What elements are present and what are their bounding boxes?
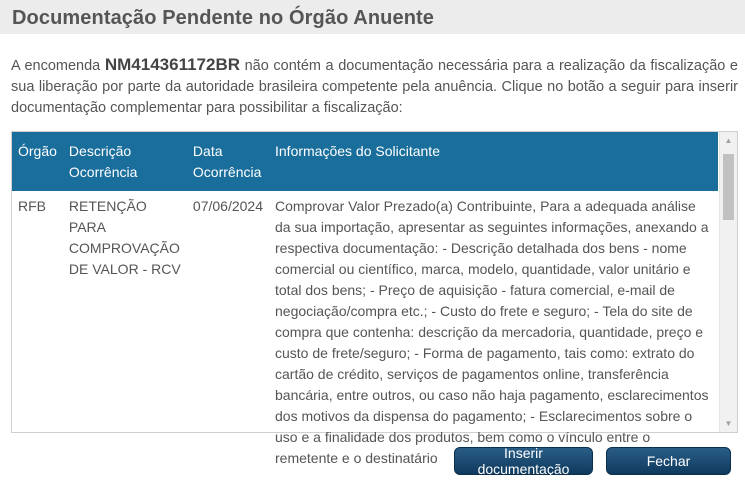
intro-before: A encomenda xyxy=(11,58,105,74)
scroll-up-icon[interactable]: ▲ xyxy=(724,136,733,145)
insert-documentation-button[interactable]: Inserir documentação xyxy=(454,447,593,475)
intro-text xyxy=(11,54,738,119)
close-button[interactable]: Fechar xyxy=(606,447,731,475)
scroll-thumb[interactable] xyxy=(723,154,734,220)
header-orgao: Órgão xyxy=(12,132,63,191)
dialog-title-bar xyxy=(0,0,745,34)
header-descricao: Descrição Ocorrência xyxy=(63,132,187,191)
dialog-title: Documentação Pendente no Órgão Anuente xyxy=(12,7,435,29)
cell-descricao: RETENÇÃO PARA COMPROVAÇÃO DE VALOR - RCV xyxy=(68,198,181,277)
cell-data: 07/06/2024 xyxy=(192,198,263,214)
header-data: Data Ocorrência xyxy=(187,132,269,191)
cell-informacoes: Comprovar Valor Prezado(a) Contribuinte, Para a adequada análise da sua importação, apresentar as seguintes informações, anexando a respectiva documentação: - Descrição detalhada dos bens - nome comercial ou científico, marca, modelo, quantidade, valor unitário e total dos bens; - Preço de aquisição - fatura comercial, e-mail de negociação/compra etc.; - Custo do frete e seguro; - Tela do site de compra que contenha: descrição da mercadoria, quantidade, preço e custo de frete/seguro; - Forma de pagamento, tais como: extrato do cartão de crédito, serviços de pagamentos online, transferência bancária, entre outros, ou caso não haja pagamento, esclarecimentos dos motivos da dispensa do pagamento; - Esclarecimentos sobre o uso e a finalidade dos produtos, bem como o vínculo entre o remetente e o destinatário xyxy=(275,198,709,466)
header-informacoes: Informações do Solicitante xyxy=(269,132,718,191)
table-header-row xyxy=(12,132,718,191)
scroll-down-icon[interactable]: ▼ xyxy=(724,419,733,428)
intro-after: não contém a documentação necessária para a realização da fiscalização e sua liberação por parte da autoridade brasileira competente pela anuência. Clique no botão a seguir para inserir documentação complementar para possibilitar a fiscalização: xyxy=(11,58,738,116)
tracking-number: NM414361172BR xyxy=(104,55,241,74)
vertical-scrollbar[interactable] xyxy=(719,132,737,432)
cell-orgao: RFB xyxy=(18,198,46,214)
table-row xyxy=(12,191,718,474)
occurrences-table xyxy=(12,132,718,474)
